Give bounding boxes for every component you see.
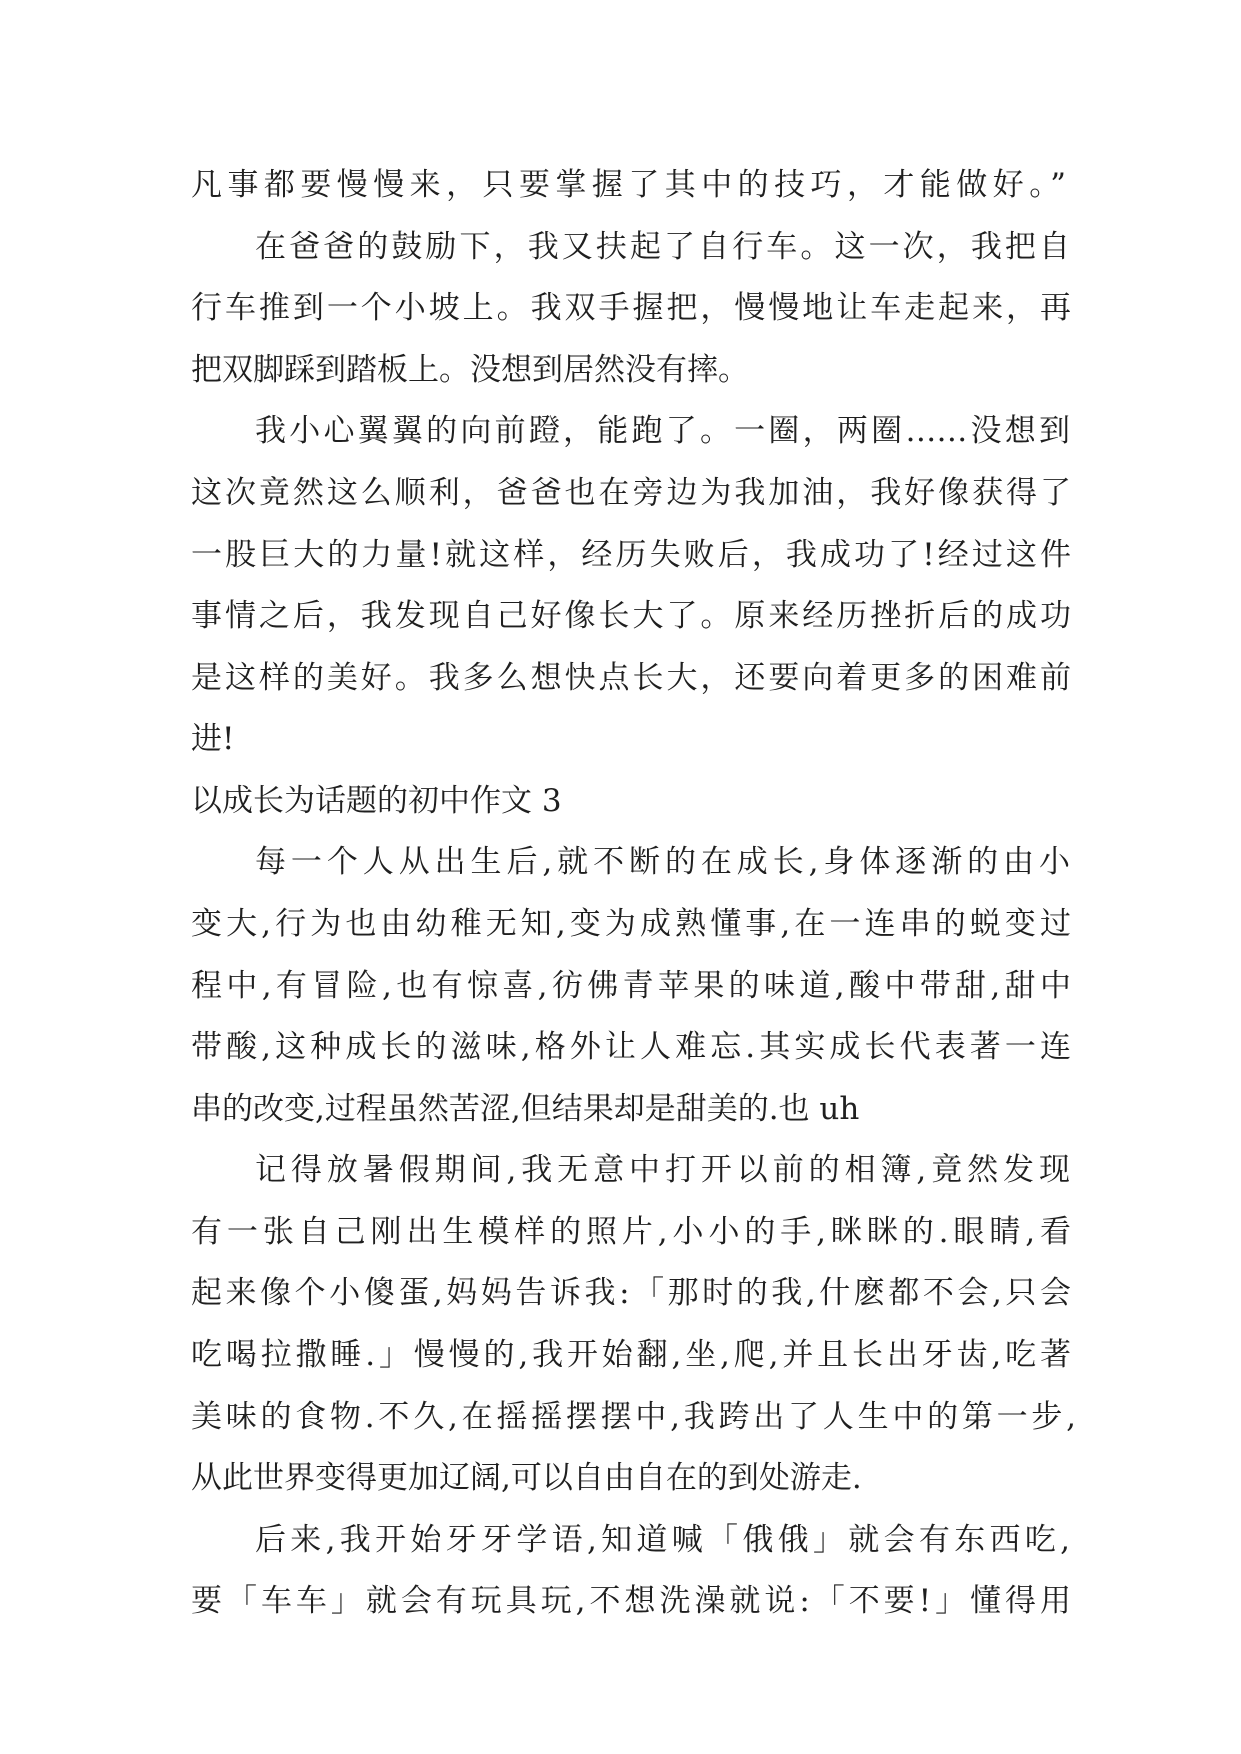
paragraph-first-line: 我小心翼翼的向前蹬，能跑了。一圈，两圈……没想到	[255, 413, 1070, 449]
section-heading: 以成长为话题的初中作文 3	[191, 783, 562, 819]
text-line: 串的改变,过程虽然苦涩,但结果却是甜美的.也 uh	[191, 1091, 860, 1127]
text-line: 程中,有冒险,也有惊喜,彷佛青苹果的味道,酸中带甜,甜中	[191, 968, 1071, 1004]
text-line: 把双脚踩到踏板上。没想到居然没有摔。	[191, 352, 749, 388]
text-line: 变大,行为也由幼稚无知,变为成熟懂事,在一连串的蜕变过	[191, 906, 1071, 942]
text-line: 是这样的美好。我多么想快点长大，还要向着更多的困难前	[191, 660, 1071, 696]
paragraph-first-line: 每一个人从出生后,就不断的在成长,身体逐渐的由小	[255, 844, 1070, 880]
text-line: 要「车车」就会有玩具玩,不想洗澡就说:「不要!」懂得用	[191, 1583, 1071, 1619]
text-line: 起来像个小傻蛋,妈妈告诉我:「那时的我,什麽都不会,只会	[191, 1275, 1071, 1311]
text-line: 吃喝拉撒睡.」慢慢的,我开始翻,坐,爬,并且长出牙齿,吃著	[191, 1337, 1071, 1373]
text-line: 一股巨大的力量!就这样，经历失败后，我成功了!经过这件	[191, 537, 1071, 573]
text-line: 从此世界变得更加辽阔,可以自由自在的到处游走.	[191, 1460, 862, 1496]
text-line: 凡事都要慢慢来，只要掌握了其中的技巧，才能做好。”	[191, 167, 1066, 203]
paragraph-first-line: 记得放暑假期间,我无意中打开以前的相簿,竟然发现	[255, 1152, 1070, 1188]
text-line: 行车推到一个小坡上。我双手握把，慢慢地让车走起来，再	[191, 290, 1071, 326]
paragraph-first-line: 后来,我开始牙牙学语,知道喊「俄俄」就会有东西吃,	[255, 1522, 1070, 1558]
paragraph-first-line: 在爸爸的鼓励下，我又扶起了自行车。这一次，我把自	[255, 229, 1070, 265]
text-line: 这次竟然这么顺利，爸爸也在旁边为我加油，我好像获得了	[191, 475, 1071, 511]
text-line: 有一张自己刚出生模样的照片,小小的手,眯眯的.眼睛,看	[191, 1214, 1071, 1250]
text-line: 进!	[191, 721, 235, 757]
text-line: 事情之后，我发现自己好像长大了。原来经历挫折后的成功	[191, 598, 1071, 634]
text-line: 美味的食物.不久,在摇摇摆摆中,我跨出了人生中的第一步,	[191, 1399, 1076, 1435]
text-line: 带酸,这种成长的滋味,格外让人难忘.其实成长代表著一连	[191, 1029, 1071, 1065]
